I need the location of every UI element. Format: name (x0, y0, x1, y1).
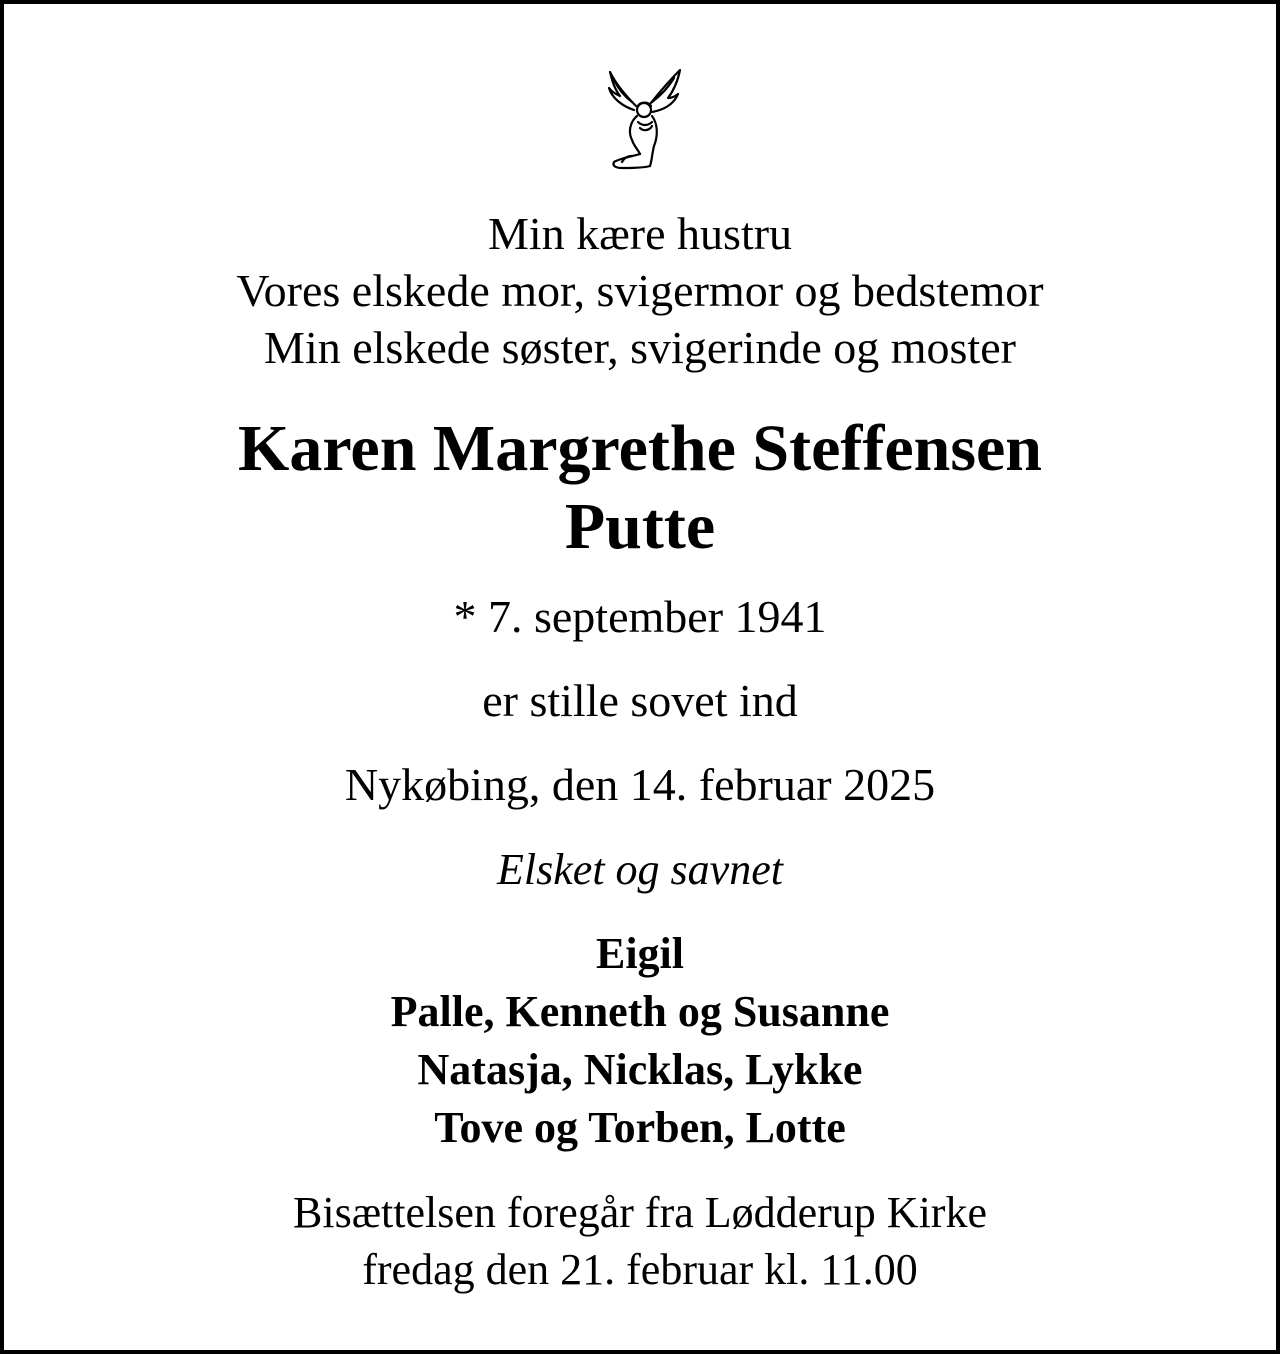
intro-line-2: Vores elskede mor, svigermor og bedstemor (236, 265, 1044, 316)
intro-line-1: Min kære hustru (487, 208, 793, 259)
family-line-4: Tove og Torben, Lotte (434, 1103, 846, 1152)
angel-icon (600, 66, 686, 172)
family-line-1: Eigil (595, 929, 685, 978)
intro-line-3: Min elskede søster, svigerinde og moster (264, 322, 1016, 373)
tagline: Elsket og savnet (497, 845, 783, 894)
funeral-line-1: Bisættelsen foregår fra Lødderup Kirke (293, 1188, 987, 1237)
family-line-2: Palle, Kenneth og Susanne (390, 987, 890, 1036)
funeral-line-2: fredag den 21. februar kl. 11.00 (362, 1245, 918, 1294)
birth-date: * 7. september 1941 (453, 591, 827, 642)
deceased-nickname: Putte (564, 490, 716, 563)
passed-text: er stille sovet ind (482, 675, 798, 726)
deceased-name: Karen Margrethe Steffensen (237, 412, 1043, 485)
place-and-date: Nykøbing, den 14. februar 2025 (344, 759, 936, 810)
family-line-3: Natasja, Nicklas, Lykke (417, 1045, 863, 1094)
